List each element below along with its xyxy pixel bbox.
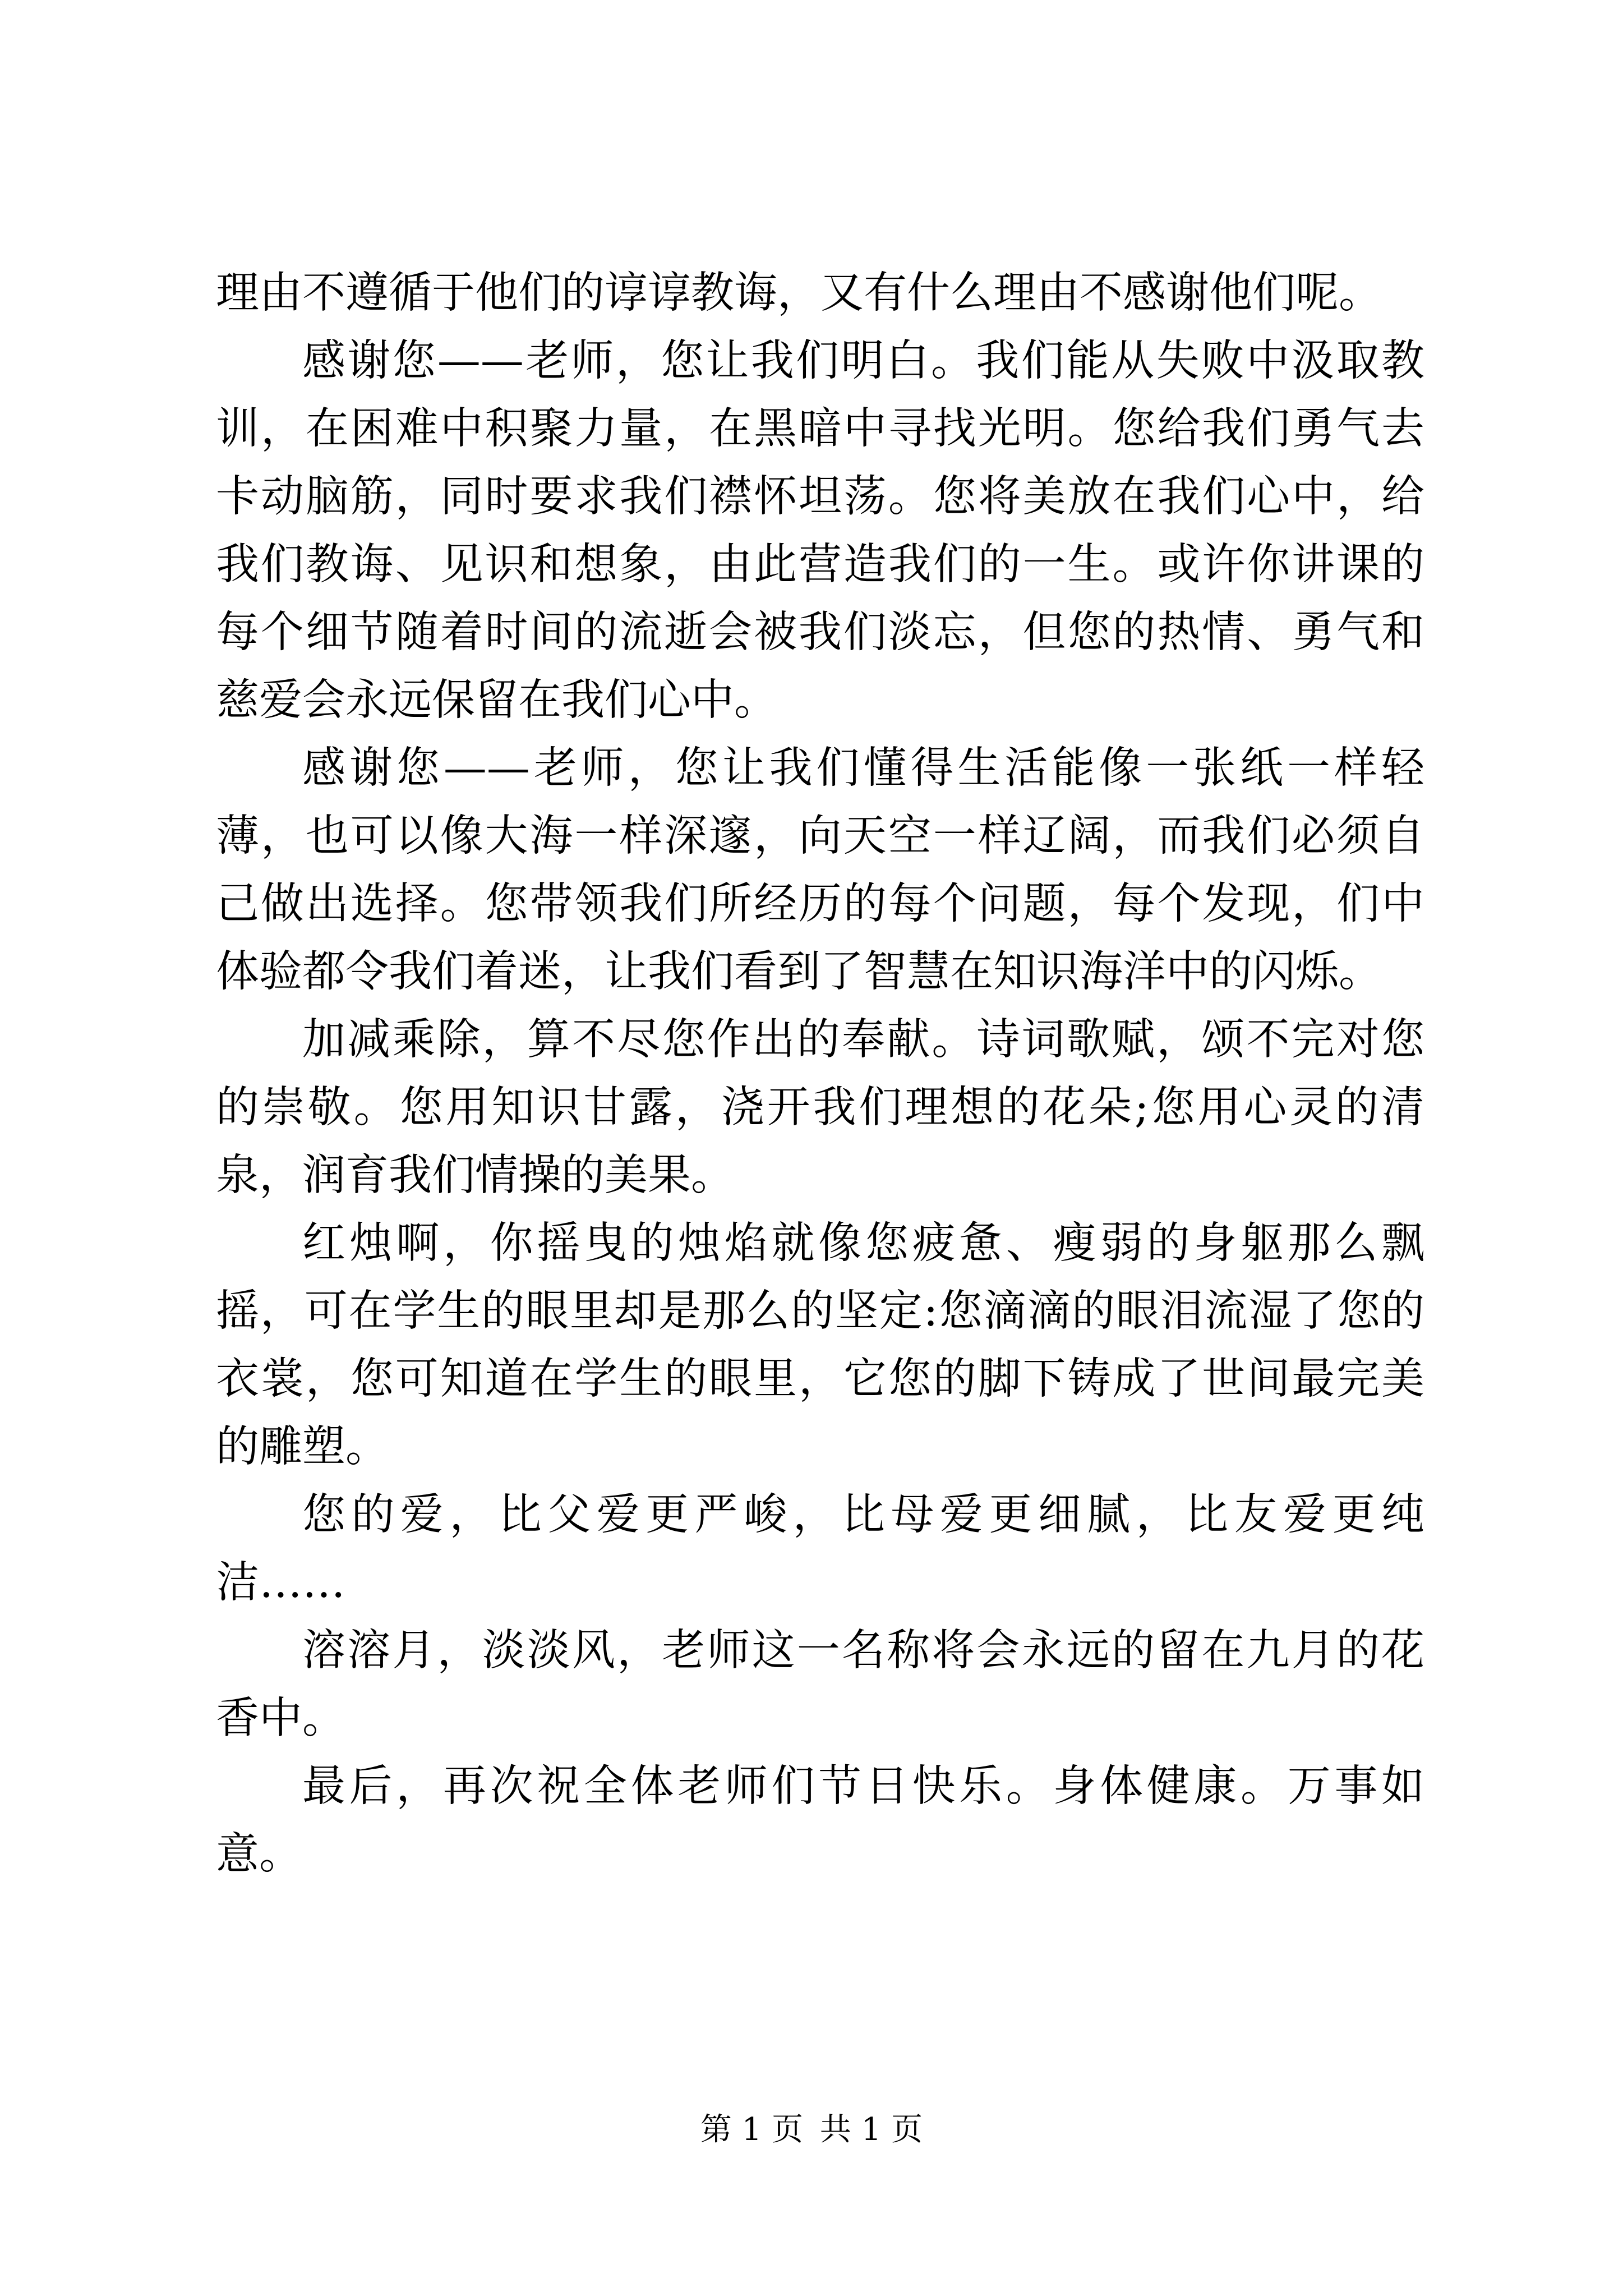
page-footer (0, 2110, 1623, 2150)
paragraph-6: 您的爱，比父爱更严峻，比母爱更细腻，比友爱更纯洁…… (216, 1490, 1424, 1608)
document-body (216, 259, 1424, 1888)
page-number: 第 1 页 (700, 2111, 804, 2148)
paragraph-3: 感谢您——老师，您让我们懂得生活能像一张纸一样轻薄，也可以像大海一样深邃，向天空一样辽阔，而我们必须自己做出选择。您带领我们所经历的每个问题，每个发现，们中体验都令我们着迷，让我们看到了智慧在知识海洋中的闪烁。 (216, 743, 1424, 997)
paragraph-8: 最后，再次祝全体老师们节日快乐。身体健康。万事如意。 (216, 1761, 1424, 1879)
paragraph-7: 溶溶月，淡淡风，老师这一名称将会永远的留在九月的花香中。 (216, 1626, 1424, 1743)
paragraph-2: 感谢您——老师，您让我们明白。我们能从失败中汲取教训，在困难中积聚力量，在黑暗中寻找光明。您给我们勇气去卡动脑筋，同时要求我们襟怀坦荡。您将美放在我们心中，给我们教诲、见识和想象，由此营造我们的一生。或许你讲课的每个细节随着时间的流逝会被我们淡忘，但您的热情、勇气和慈爱会永远保留在我们心中。 (216, 336, 1424, 725)
paragraph-4: 加减乘除，算不尽您作出的奉献。诗词歌赋，颂不完对您的崇敬。您用知识甘露，浇开我们理想的花朵;您用心灵的清泉，润育我们情操的美果。 (216, 1015, 1424, 1200)
paragraph-5: 红烛啊，你摇曳的烛焰就像您疲惫、瘦弱的身躯那么飘摇，可在学生的眼里却是那么的坚定:您滴滴的眼泪流湿了您的衣裳，您可知道在学生的眼里，它您的脚下铸成了世间最完美的雕塑。 (216, 1218, 1424, 1472)
page-total: 共 1 页 (819, 2111, 923, 2148)
paragraph-1: 理由不遵循于他们的谆谆教诲，又有什么理由不感谢他们呢。 (216, 268, 1382, 318)
